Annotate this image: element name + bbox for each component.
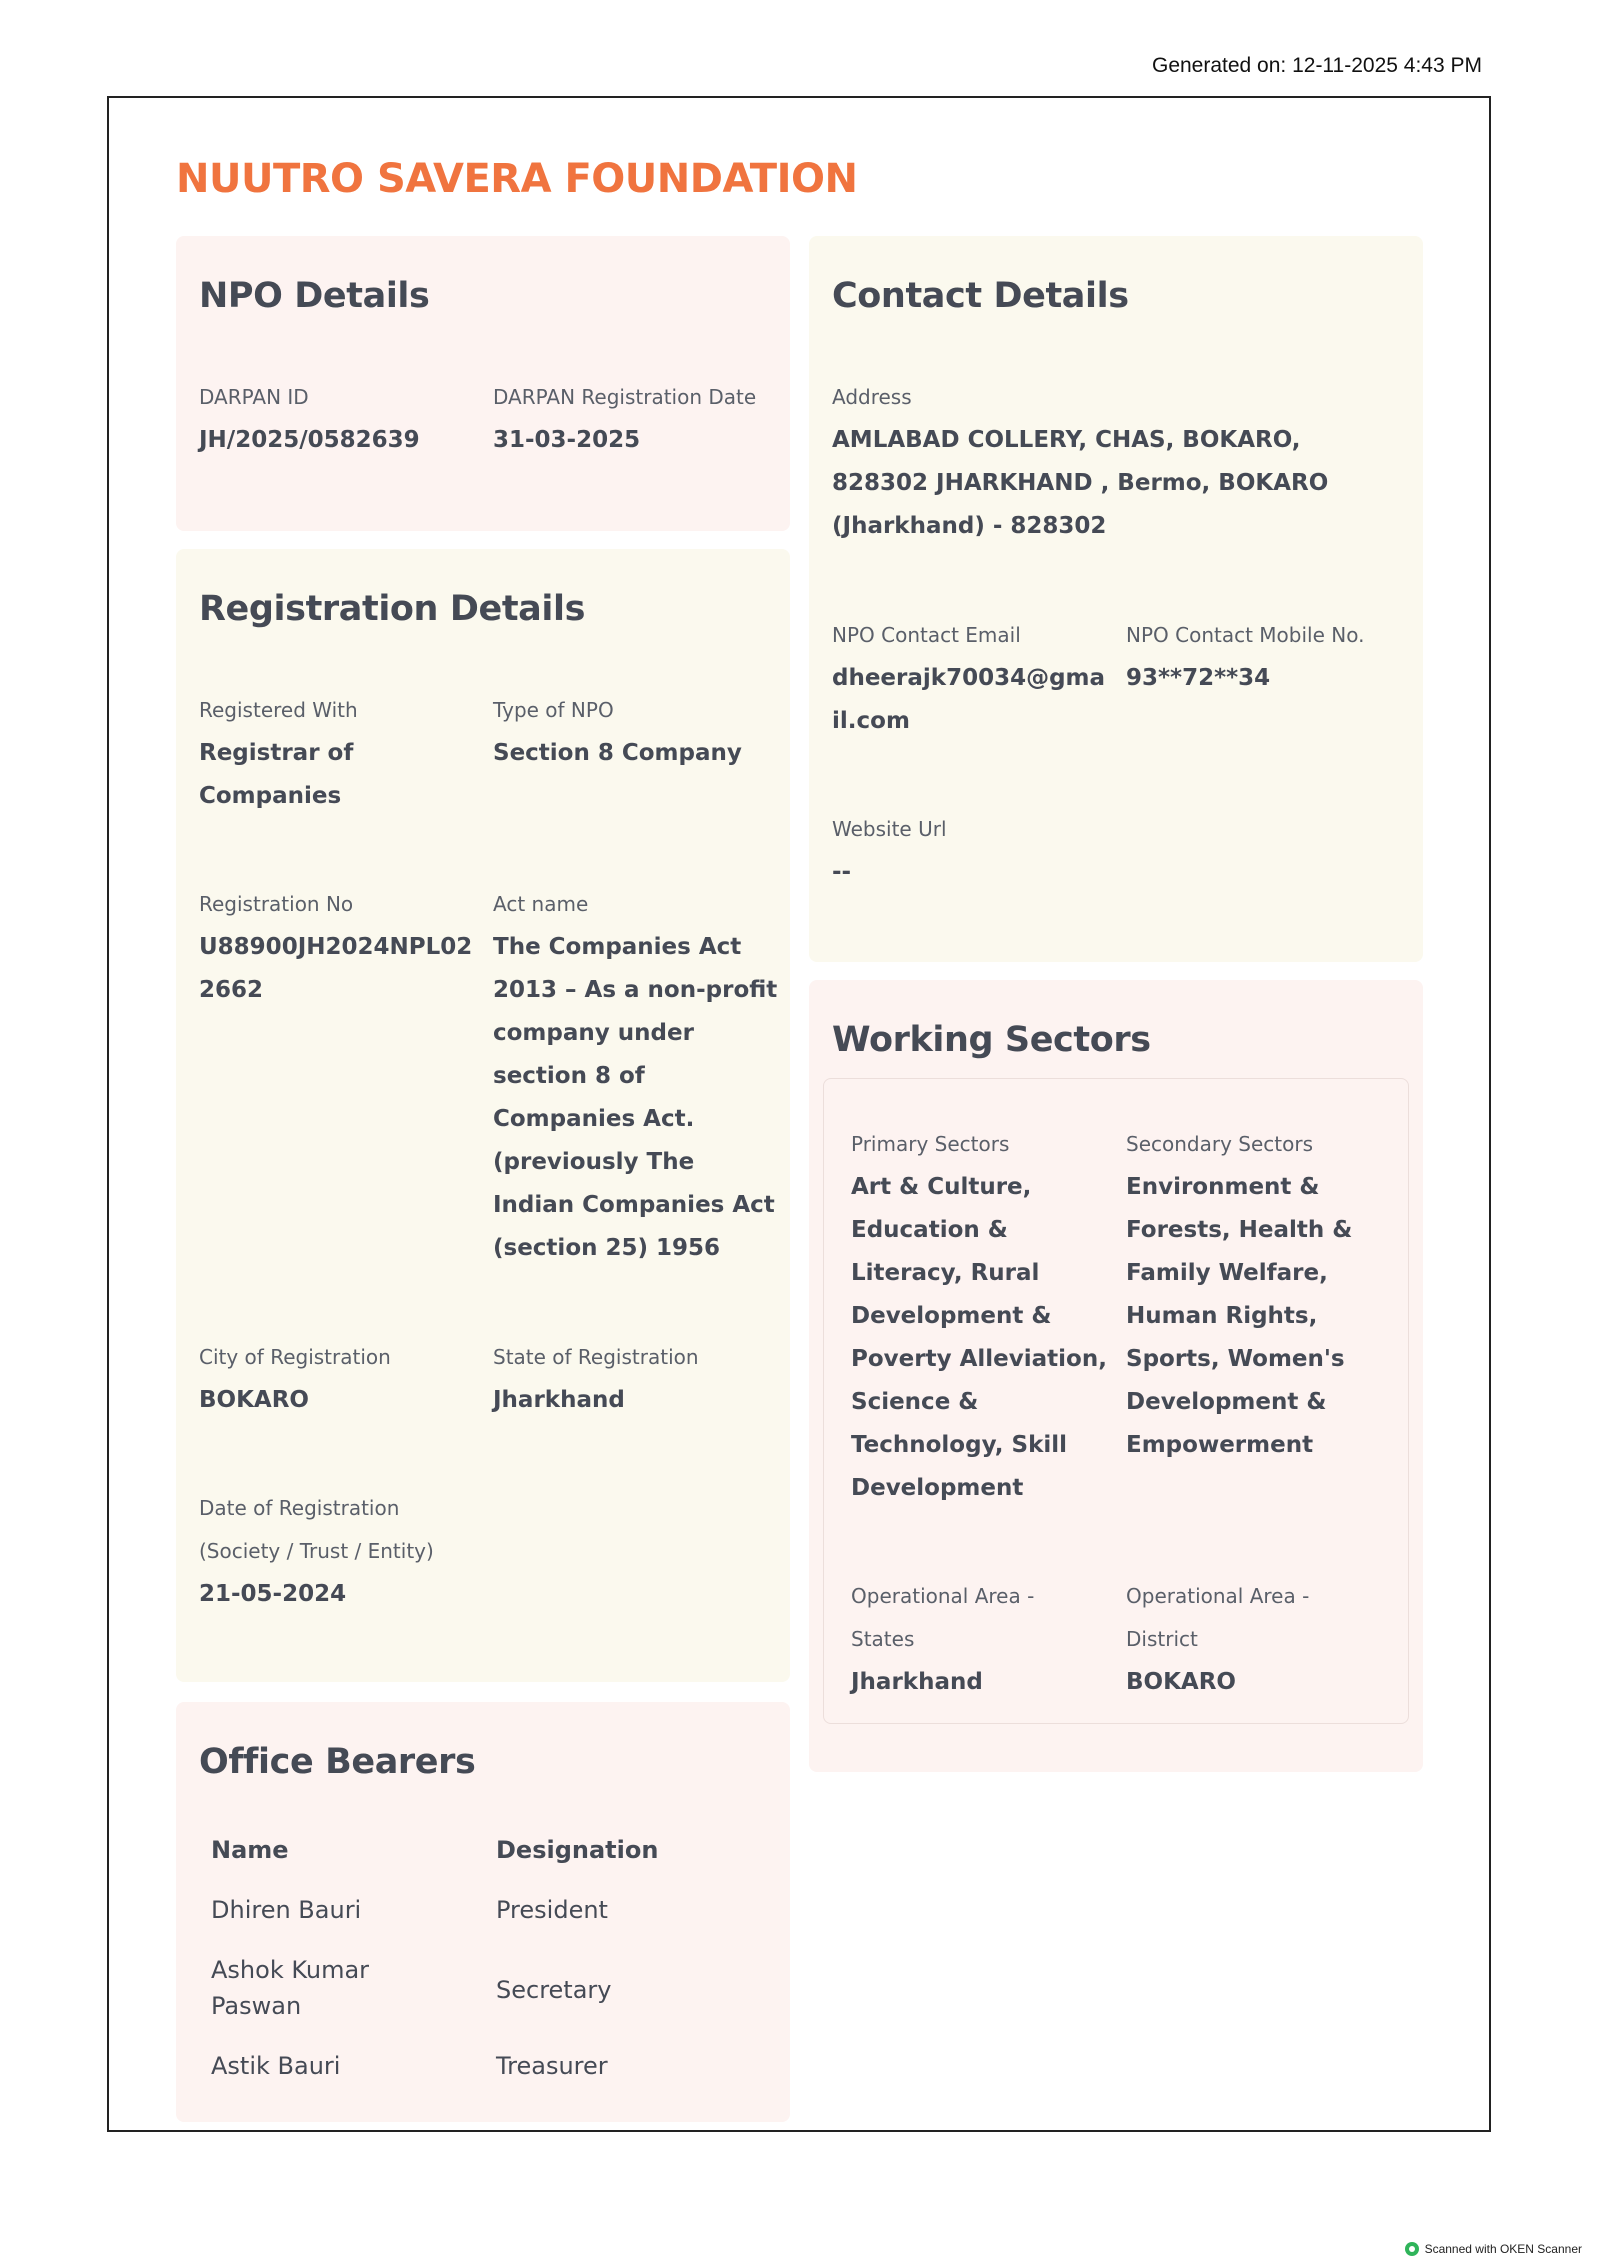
organization-name: NUUTRO SAVERA FOUNDATION [176,156,858,202]
bearer-name: Astik Bauri [211,2052,341,2080]
scanner-badge [1405,2242,1582,2256]
op-area-district-value: BOKARO [1126,1669,1236,1695]
primary-sectors-value: Art & Culture, Education & Literacy, Rural Development & Poverty Alleviation, Science & Technology, Skill Development [851,1174,1107,1501]
address-field [832,376,1402,548]
op-area-district-field [1126,1575,1336,1704]
column-header-designation: Designation [496,1836,659,1864]
contact-mobile-value: 93**72**34 [1126,665,1271,691]
registration-details-title: Registration Details [199,589,586,629]
contact-mobile-label: NPO Contact Mobile No. [1126,623,1365,647]
contact-email-label: NPO Contact Email [832,623,1021,647]
registered-with-value: Registrar of Companies [199,740,354,809]
bearer-designation: Treasurer [496,2052,608,2080]
contact-details-title: Contact Details [832,276,1129,316]
date-registration-value: 21-05-2024 [199,1581,347,1607]
op-area-states-value: Jharkhand [851,1669,983,1695]
website-label: Website Url [832,817,947,841]
scanner-badge-text: Scanned with OKEN Scanner [1424,2242,1582,2256]
npo-type-label: Type of NPO [493,698,614,722]
address-label: Address [832,385,912,409]
secondary-sectors-value: Environment & Forests, Health & Family Welfare, Human Rights, Sports, Women's Development & Empowerment [1126,1174,1353,1458]
table-row [211,2048,771,2088]
office-bearers-header [211,1832,771,1872]
darpan-date-label: DARPAN Registration Date [493,385,757,409]
bearer-name: Dhiren Bauri [211,1896,362,1924]
bearer-designation: President [496,1896,608,1924]
op-area-states-label: Operational Area - States [851,1584,1035,1651]
scanner-logo-icon [1405,2242,1419,2256]
act-name-field [493,883,778,1270]
registered-with-field [199,689,469,818]
contact-email-value: dheerajk70034@gmail.com [832,665,1106,734]
registered-with-label: Registered With [199,698,358,722]
op-area-states-field [851,1575,1061,1704]
darpan-date-field [493,376,773,462]
act-name-value: The Companies Act 2013 – As a non-profit company under section 8 of Companies Act. (previously The Indian Companies Act (section 25) 1956 [493,934,778,1261]
npo-details-title: NPO Details [199,276,430,316]
address-value: AMLABAD COLLERY, CHAS, BOKARO, 828302 JHARKHAND , Bermo, BOKARO (Jharkhand) - 828302 [832,427,1329,539]
working-sectors-card [809,980,1423,1772]
bearer-name: Ashok Kumar Paswan [211,1956,370,2020]
state-registration-value: Jharkhand [493,1387,625,1413]
secondary-sectors-label: Secondary Sectors [1126,1132,1313,1156]
npo-type-value: Section 8 Company [493,740,742,766]
contact-details-card [809,236,1423,962]
darpan-id-field [199,376,479,462]
state-registration-label: State of Registration [493,1345,699,1369]
secondary-sectors-field [1126,1123,1376,1467]
act-name-label: Act name [493,892,589,916]
website-value: -- [832,859,852,885]
darpan-id-value: JH/2025/0582639 [199,427,420,453]
column-header-name: Name [211,1836,289,1864]
table-row [211,1952,771,2028]
generated-timestamp: Generated on: 12-11-2025 4:43 PM [1151,54,1482,77]
city-registration-field [199,1336,479,1422]
darpan-date-value: 31-03-2025 [493,427,641,453]
op-area-district-label: Operational Area - District [1126,1584,1310,1651]
website-field [832,808,1112,894]
registration-details-card [176,549,790,1682]
bearer-designation: Secretary [496,1976,612,2004]
city-registration-label: City of Registration [199,1345,391,1369]
contact-email-field [832,614,1112,743]
working-sectors-title: Working Sectors [832,1020,1151,1060]
registration-no-field [199,883,479,1012]
registration-no-label: Registration No [199,892,354,916]
darpan-id-label: DARPAN ID [199,385,309,409]
primary-sectors-label: Primary Sectors [851,1132,1010,1156]
contact-mobile-field [1126,614,1406,700]
office-bearers-title: Office Bearers [199,1742,476,1782]
registration-no-value: U88900JH2024NPL022662 [199,934,473,1003]
date-registration-field [199,1487,469,1616]
date-registration-label: Date of Registration (Society / Trust / Entity) [199,1496,434,1563]
sectors-inner-panel [823,1078,1409,1724]
table-row [211,1892,771,1932]
office-bearers-card [176,1702,790,2122]
primary-sectors-field [851,1123,1113,1510]
state-registration-field [493,1336,773,1422]
city-registration-value: BOKARO [199,1387,309,1413]
npo-details-card [176,236,790,531]
npo-type-field [493,689,773,775]
